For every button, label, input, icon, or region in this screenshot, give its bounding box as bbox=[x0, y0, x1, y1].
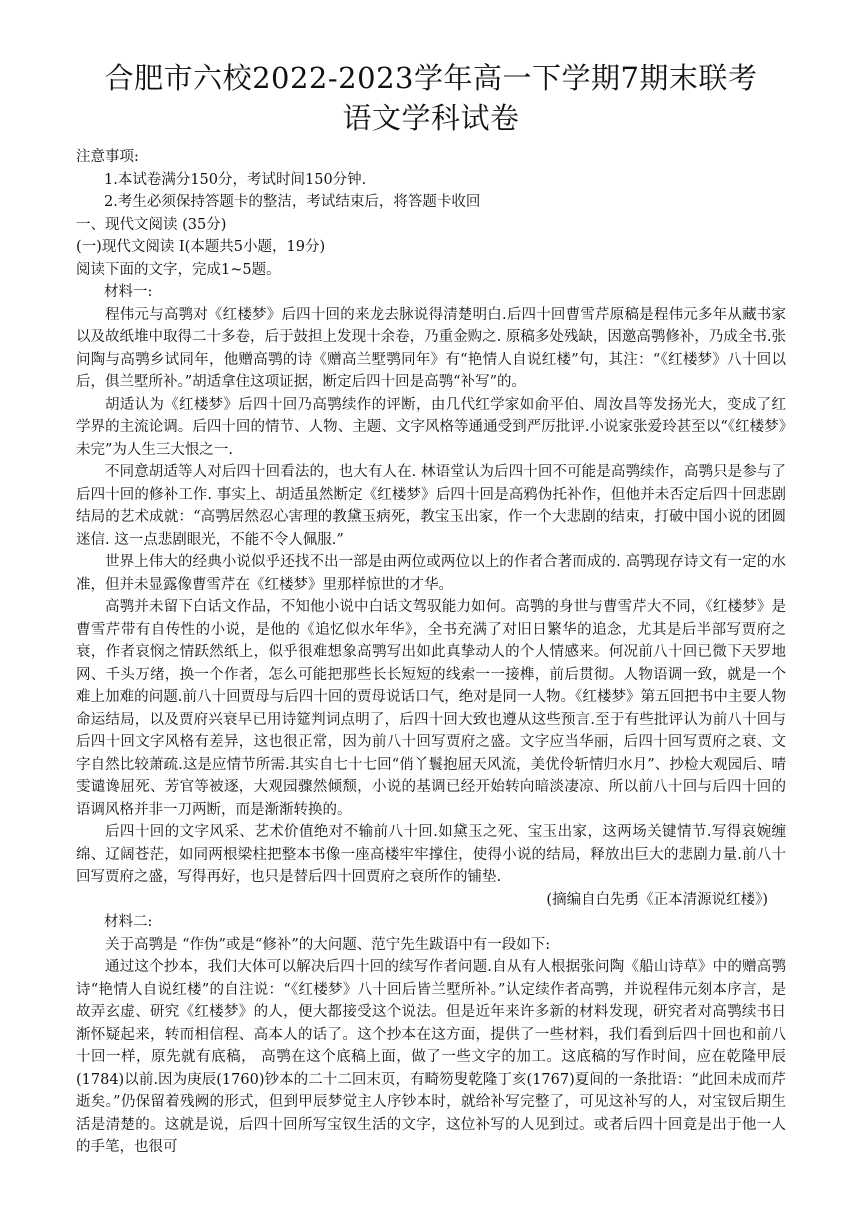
material-1-paragraph: 不同意胡适等人对后四十回看法的，也大有人在. 林语堂认为后四十回不可能是高鹗续作，高鹗只是参与了后四十回的修补工作. 事实上、胡适虽然断定《红楼梦》后四十回是高鸦伪托补作，但他并未否定后四十回悲剧结局的艺术成就：“高鹗居然忍心害理的教黛玉病死，教宝玉出家，作一个大悲剧的结束，打破中国小说的团圆迷信. 这一点悲剧眼光，不能不令人佩服.” bbox=[76, 464, 786, 548]
material-1-source: (摘编自白先勇《正本清源说红楼》) bbox=[546, 891, 768, 908]
material-1-paragraph: 后四十回的文字风采、艺术价值绝对不输前八十回.如黛玉之死、宝玉出家，这两场关键情节.写得哀婉缠绵、辽阔苍茫，如同两根梁柱把整本书像一座高楼牢牢撑住，使得小说的结局，释放出巨大的悲剧力量.前八十回写贾府之盛，写得再好，也只是替后四十回贾府之衰所作的铺垫. bbox=[76, 824, 786, 885]
material-2-paragraph: 通过这个抄本，我们大体可以解决后四十回的续写作者问题.自从有人根据张问陶《船山诗草》中的赠高鹗诗“艳情人自说红楼”的自注说：“《红楼梦》八十回后皆兰墅所补。”认定续作者高鹗，并说程伟元刻本序言，是故弄玄虚、研究《红楼梦》的人，便大都接受这个说法。但是近年来许多新的材料发现，研究者对高鹗续书日渐怀疑起来，转而相信程、高本人的话了。这个抄本在这方面，提供了一些材料，我们看到后四十回也和前八十回一样，原先就有底稿， 高鹗在这个底稿上面，做了一些文字的加工。这底稿的写作时间，应在乾隆甲辰(1784)以前.因为庚辰(1760)钞本的二十二回末页，有畸笏叟乾隆丁亥(1767)夏间的一条批语：“此回未成而芹逝矣。”仍保留着残阙的形式，但到甲辰梦觉主人序钞本时，就给补写完整了，可见这补写的人，对宝钗后期生活是清楚的。这就是说，后四十回所写宝钗生活的文字，这位补写的人见到过。或者后四十回竟是出于他一人的手笔，也很可 bbox=[76, 959, 786, 1155]
exam-title-line-1: 合肥市六校2022-2023学年高一下学期7期末联考 bbox=[104, 61, 758, 95]
material-1-paragraph: 高鹗并未留下白话文作品，不知他小说中白话文驾驭能力如何。高鹗的身世与曹雪芹大不同，《红楼梦》是曹雪芹带有自传性的小说，是他的《追忆似水年华》，全书充满了对旧日繁华的追念，尤其是后半部写贾府之衰，作者哀悯之情跃然纸上，似乎很难想象高鹗写出如此真挚动人的个人情感来。何况前八十回已微下天罗地网、千头万绪，换一个作者，怎么可能把那些长长短短的线索一一接榫，前后贯彻。人物语调一致，就是一个难上加难的问题.前八十回贾母与后四十回的贾母说话口气，绝对是同一人物。《红楼梦》第五回把书中主要人物命运结局，以及贾府兴衰早已用诗筵判词点明了，后四十回大致也遵从这些预言.至于有些批评认为前八十回与后四十回文字风格有差异，这也很正常，因为前八十回写贾府之盛。文字应当华丽，后四十回写贾府之衰、文字自然比较萧疏.这是应情节所需.其实自七十七回“俏丫鬟抱屈天风流，美优伶斩情归水月”、抄检大观园后、晴雯谴谗屈死、芳官等被逐，大观园骤然倾颓，小说的基调已经开始转向暗淡凄凉、所以前八十回与后四十回的语调风格并非一刀两断，而是渐渐转换的。 bbox=[76, 599, 786, 818]
material-1-paragraph: 世界上伟大的经典小说似乎还找不出一部是由两位或两位以上的作者合著而成的. 高鹗现存诗文有一定的水准，但并未显露像曹雪芹在《红楼梦》里那样惊世的才华。 bbox=[76, 554, 786, 593]
material-2-label: 材料二: bbox=[104, 914, 153, 930]
material-2-paragraph: 关于高鹗是 “作伪”或是“修补”的大问题、范宁先生跋语中有一段如下: bbox=[105, 936, 551, 953]
notice-item-2: 2.考生必须保持答题卡的整洁，考试结束后，将答题卡收回 bbox=[104, 194, 481, 210]
exam-title-line-2: 语文学科试卷 bbox=[342, 101, 520, 135]
exam-body bbox=[76, 146, 786, 1159]
material-1-paragraph: 胡适认为《红楼梦》后四十回乃高鹗续作的评断，由几代红学家如俞平伯、周汝昌等发扬光大，变成了红学界的主流论调。后四十回的情节、人物、主题、文字风格等通通受到严厉批评.小说家张爱玲甚至以“《红楼梦》未完”为人生三大恨之一. bbox=[76, 396, 786, 458]
reading-instruction: 阅读下面的文字，完成1~5题。 bbox=[76, 261, 281, 278]
subsection-heading: (一)现代文阅读 Ⅰ(本题共5小题，19分) bbox=[76, 239, 326, 255]
material-1-paragraph: 程伟元与高鹗对《红楼梦》后四十回的来龙去脉说得清楚明白.后四十回曹雪芹原稿是程伟元多年从藏书家以及故纸堆中取得二十多卷，后于鼓担上发现十余卷，乃重金购之. 原稿多处残缺，因邀高鹗修补，乃成全书.张问陶与高鹗乡试同年，他赠高鹗的诗《赠高兰墅鹗同年》有“艳情人自说红楼”句，其注：“《红楼梦》八十回以后，俱兰墅所补。”胡适拿住这项证据，断定后四十回是高鹗“补写”的。 bbox=[76, 306, 786, 390]
material-1-label: 材料一: bbox=[104, 284, 153, 300]
section-heading: 一、现代文阅读 (35分) bbox=[76, 216, 227, 233]
notice-heading: 注意事项: bbox=[76, 149, 139, 165]
notice-item-1: 1.本试卷满分150分，考试时间150分钟. bbox=[104, 171, 367, 188]
